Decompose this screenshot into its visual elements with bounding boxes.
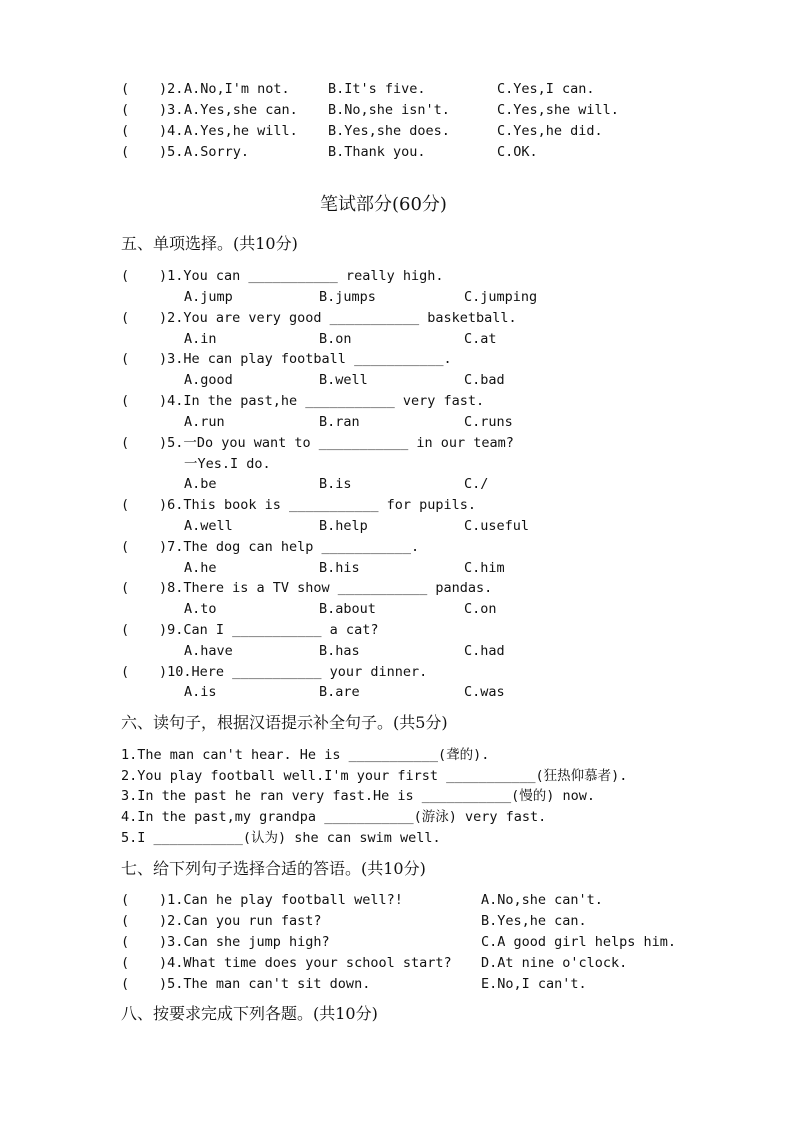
fill-sentence: 3.In the past he ran very fast.He is ___________(慢的) now. xyxy=(121,788,596,804)
question-text: )1.You can ___________ really high. xyxy=(159,268,444,284)
answer-paren: ( xyxy=(121,393,130,409)
option-c: C.at xyxy=(464,331,497,347)
question-text: )2.Can you run fast? xyxy=(159,913,322,929)
answer-paren: ( xyxy=(121,892,130,908)
answer-paren: ( xyxy=(121,664,130,680)
question-text: )8.There is a TV show ___________ pandas. xyxy=(159,580,493,596)
option-c: C.runs xyxy=(464,414,513,430)
answer-paren: ( xyxy=(121,351,130,367)
question-text: )7.The dog can help ___________. xyxy=(159,539,420,555)
option-c: C.on xyxy=(464,601,497,617)
answer-paren: ( xyxy=(121,913,130,929)
option-b: B.No,she isn't. xyxy=(328,102,450,118)
answer-paren: ( xyxy=(121,622,130,638)
question-text: )10.Here ___________ your dinner. xyxy=(159,664,428,680)
option-c: C./ xyxy=(464,476,489,492)
answer-paren: ( xyxy=(121,435,130,451)
answer-option: A.No,she can't. xyxy=(481,892,603,908)
question-text: )3.He can play football ___________. xyxy=(159,351,452,367)
answer-paren: ( xyxy=(121,144,130,160)
question-number: )5. xyxy=(159,144,184,160)
answer-option: E.No,I can't. xyxy=(481,976,587,992)
fill-sentence: 1.The man can't hear. He is ___________(聋的). xyxy=(121,747,490,763)
section-5-heading: 五、单项选择。(共10分) xyxy=(121,234,298,253)
option-a: A.have xyxy=(184,643,233,659)
answer-paren: ( xyxy=(121,123,130,139)
answer-option: D.At nine o'clock. xyxy=(481,955,628,971)
answer-paren: ( xyxy=(121,102,130,118)
answer-paren: ( xyxy=(121,955,130,971)
option-b: B.are xyxy=(319,684,360,700)
option-a: A.be xyxy=(184,476,217,492)
question-text: )1.Can he play football well?! xyxy=(159,892,403,908)
section-6-heading: 六、读句子，根据汉语提示补全句子。(共5分) xyxy=(121,713,448,732)
answer-paren: ( xyxy=(121,580,130,596)
option-b: B.Thank you. xyxy=(328,144,426,160)
option-b: B.well xyxy=(319,372,368,388)
option-b: B.has xyxy=(319,643,360,659)
question-number: )2. xyxy=(159,81,184,97)
option-b: B.is xyxy=(319,476,352,492)
option-c: C.him xyxy=(464,560,505,576)
answer-option: C.A good girl helps him. xyxy=(481,934,677,950)
option-c: C.bad xyxy=(464,372,505,388)
answer-paren: ( xyxy=(121,310,130,326)
option-b: B.Yes,she does. xyxy=(328,123,450,139)
option-b: B.help xyxy=(319,518,368,534)
option-b: B.jumps xyxy=(319,289,376,305)
option-b: B.It's five. xyxy=(328,81,426,97)
fill-sentence: 5.I ___________(认为) she can swim well. xyxy=(121,830,441,846)
option-c: C.useful xyxy=(464,518,530,534)
question-text-line-2: 一Yes.I do. xyxy=(184,456,271,472)
answer-paren: ( xyxy=(121,268,130,284)
question-number: )3. xyxy=(159,102,184,118)
option-a: A.in xyxy=(184,331,217,347)
option-c: C.Yes,I can. xyxy=(497,81,595,97)
option-c: C.OK. xyxy=(497,144,538,160)
answer-option: B.Yes,he can. xyxy=(481,913,587,929)
answer-paren: ( xyxy=(121,81,130,97)
question-number: )4. xyxy=(159,123,184,139)
section-7-heading: 七、给下列句子选择合适的答语。(共10分) xyxy=(121,859,426,878)
question-text: )3.Can she jump high? xyxy=(159,934,330,950)
answer-paren: ( xyxy=(121,976,130,992)
question-text: )9.Can I ___________ a cat? xyxy=(159,622,379,638)
answer-paren: ( xyxy=(121,539,130,555)
option-a: A.good xyxy=(184,372,233,388)
option-a: A.jump xyxy=(184,289,233,305)
written-part-title: 笔试部分(60分) xyxy=(320,194,447,215)
option-a: A.run xyxy=(184,414,225,430)
option-c: C.had xyxy=(464,643,505,659)
option-c: C.Yes,she will. xyxy=(497,102,619,118)
fill-sentence: 4.In the past,my grandpa ___________(游泳) very fast. xyxy=(121,809,547,825)
option-c: C.jumping xyxy=(464,289,538,305)
option-a: A.No,I'm not. xyxy=(184,81,290,97)
question-text: )2.You are very good ___________ basketball. xyxy=(159,310,517,326)
option-a: A.is xyxy=(184,684,217,700)
question-text: )4.What time does your school start? xyxy=(159,955,452,971)
answer-paren: ( xyxy=(121,497,130,513)
option-a: A.Yes,he will. xyxy=(184,123,298,139)
option-b: B.ran xyxy=(319,414,360,430)
option-b: B.his xyxy=(319,560,360,576)
option-b: B.about xyxy=(319,601,376,617)
option-c: C.Yes,he did. xyxy=(497,123,603,139)
fill-sentence: 2.You play football well.I'm your first ___________(狂热仰慕者). xyxy=(121,768,628,784)
question-text: )5.The man can't sit down. xyxy=(159,976,371,992)
section-8-heading: 八、按要求完成下列各题。(共10分) xyxy=(121,1004,378,1023)
option-a: A.to xyxy=(184,601,217,617)
option-a: A.Yes,she can. xyxy=(184,102,298,118)
question-text: )5.一Do you want to ___________ in our team? xyxy=(159,435,514,451)
option-a: A.he xyxy=(184,560,217,576)
option-b: B.on xyxy=(319,331,352,347)
question-text: )6.This book is ___________ for pupils. xyxy=(159,497,476,513)
question-text: )4.In the past,he ___________ very fast. xyxy=(159,393,485,409)
option-c: C.was xyxy=(464,684,505,700)
option-a: A.Sorry. xyxy=(184,144,250,160)
option-a: A.well xyxy=(184,518,233,534)
answer-paren: ( xyxy=(121,934,130,950)
